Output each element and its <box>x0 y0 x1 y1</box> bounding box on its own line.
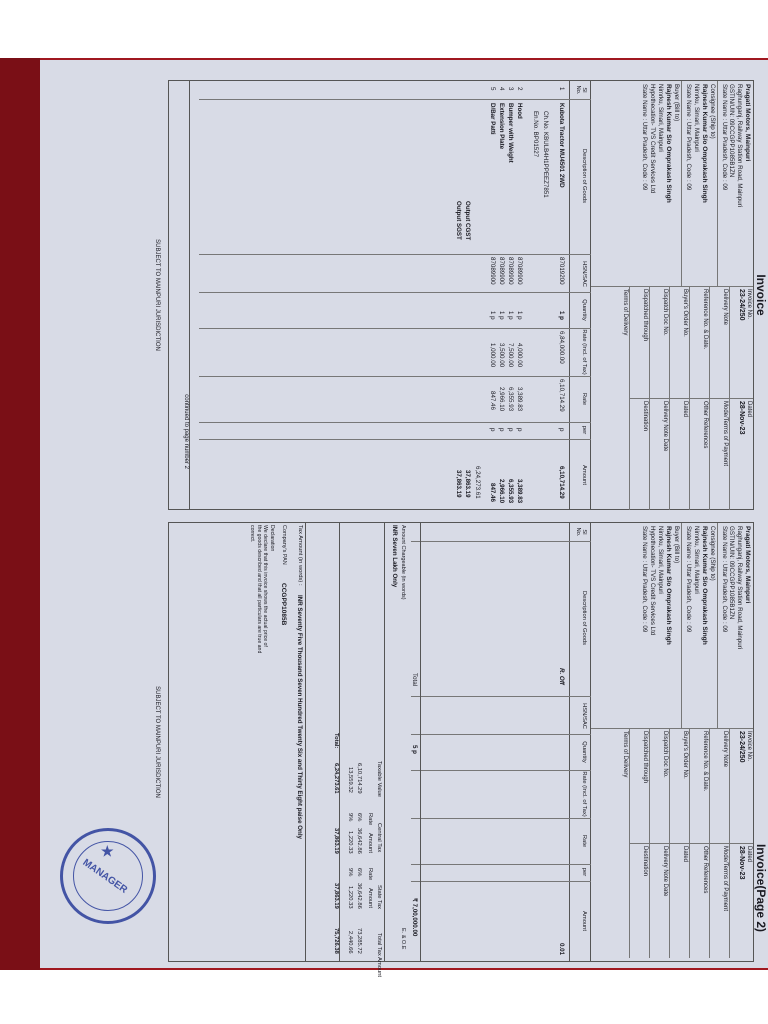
other-references-cell: Other References <box>689 398 709 510</box>
subtotal-row: 6,24,273.61 <box>474 466 481 499</box>
seller-line: GSTIN/UIN: 09CCGPP1085B1ZN <box>728 526 736 620</box>
table-row: 13,559.32 9% 1,220.33 9% 1,220.33 2,440.66 <box>347 767 353 954</box>
header-fields <box>591 286 753 509</box>
col-rate-incl: Rate (Incl. of Tax) <box>581 329 587 375</box>
col-per: per <box>581 867 587 877</box>
buyer-name: Rajnesh Kumar S/o Omprakash Singh <box>664 84 672 203</box>
col-description: Description of Goods <box>581 148 587 204</box>
buyers-order-cell: Buyer's Order No. <box>669 286 689 398</box>
terms-delivery-cell: Terms of Delivery <box>591 286 629 510</box>
tax-table: Taxable Value Central Tax State Tax Total Tax Amount Rate Amount Rate Amount 6,10,714.29 6% 36,642.86 6% 36,642.86 73,285.72 13,559.32 9% 1,220.33 9% 1,220.33 2,440.66 Total: 6,24,273.61 37,863.19 37,863.19 75,726.38 <box>305 523 385 961</box>
invoice-no-cell: Invoice No. 23-24/250 <box>729 728 753 843</box>
invoice-grid <box>168 522 754 978</box>
col-sl: Sl No. <box>575 527 587 537</box>
amount-words-row: Amount Chargeable (in words) E. & O.E <box>400 525 406 950</box>
col-per: per <box>581 425 587 435</box>
items-table-body <box>169 523 571 978</box>
jurisdiction-note: SUBJECT TO MAINPURI JURISDICTION <box>154 686 160 798</box>
col-quantity: Quantity <box>581 299 587 321</box>
destination-cell: Destination <box>629 843 649 958</box>
terms-payment-cell: Mode/Terms of Payment <box>709 398 729 510</box>
jurisdiction-note: SUBJECT TO MAINPURI JURISDICTION <box>154 239 160 351</box>
col-quantity: Quantity <box>581 741 587 763</box>
consignee-label: Consignee (Ship to) <box>708 84 716 139</box>
pan-row: Company's PAN CCGPP1085B <box>280 525 287 626</box>
consignee-line: Nimrku, Simari, Mainpuri <box>693 526 701 594</box>
dispatch-doc-cell: Dispatch Doc No. <box>649 286 669 398</box>
delivery-note-date-cell: Delivery Note Date <box>649 398 669 510</box>
declaration-label: Declaration <box>269 525 275 552</box>
reference-cell: Reference No. & Date. <box>689 286 709 398</box>
col-hsn: HSN/SAC <box>581 703 587 729</box>
seller-line: State Name : Uttar Pradesh, Code : 09 <box>720 84 728 191</box>
invoice-page-1 <box>154 80 768 510</box>
dated-cell: Dated 28-Nov-23 <box>729 398 753 510</box>
items-table-body <box>169 81 571 509</box>
consignee-line: State Name : Uttar Pradesh, Code : 09 <box>685 526 693 633</box>
delivery-note-cell: Delivery Note <box>709 286 729 398</box>
page-title: Invoice <box>754 274 768 316</box>
table-row: Ch.No. KBULB4H1PPEEZ7851 <box>542 111 549 198</box>
invoice-no-cell: Invoice No. 23-24/250 <box>729 286 753 398</box>
seller-name: Pragati Motors, Mainpuri <box>744 84 751 162</box>
delivery-note-date-cell: Delivery Note Date <box>649 843 669 958</box>
tax-words-row: Tax Amount (in words) : INR Seventy Five Thousand Seven Hundred Twenty Six and Thirty Eight paise Only <box>296 525 303 839</box>
seller-line: State Name : Uttar Pradesh, Code : 09 <box>720 526 728 633</box>
invoice-grid <box>168 80 754 510</box>
table-row: 6,10,714.29 6% 36,642.86 6% 36,642.86 73,285.72 <box>356 763 362 954</box>
declaration-text: We declare that this invoice shows the actual price of the goods described and that all particulars are true and correct. <box>249 525 269 654</box>
round-off-row: R. Off 0.01 <box>558 668 565 956</box>
tax-col-central: Central Tax <box>376 823 382 853</box>
seller-name: Pragati Motors, Mainpuri <box>744 526 751 604</box>
header-fields <box>591 728 753 961</box>
buyer-line: Hypothecation- TVS Credit Services Ltd <box>649 526 657 636</box>
tax-col-state: State Tax <box>376 885 382 910</box>
buyer-line: Nimrku, Simari, Mainpuri <box>657 526 665 594</box>
stamp-star-icon: ★ <box>101 843 114 859</box>
table-row: 3 Bumper with Weight 87089900 1 p 7,500.00 6,355.93 p 6,355.93 <box>507 87 514 504</box>
consignee-name: Rajnesh Kumar S/o Omprakash Singh <box>701 526 709 645</box>
table-row: 5 D/Bar Patti 87089900 1 p 1,000.00 847.46 p 847.46 <box>489 87 496 502</box>
declaration-block <box>249 525 275 655</box>
buyer-label: Buyer (Bill to) <box>672 84 680 122</box>
tax-col-total: Total Tax Amount <box>376 933 382 978</box>
total-row: Total 5 p ₹ 7,00,000.00 <box>408 523 421 961</box>
delivery-note-cell: Delivery Note <box>709 728 729 843</box>
consignee-line: State Name : Uttar Pradesh, Code : 09 <box>685 84 693 191</box>
items-table-header <box>569 523 591 961</box>
consignee-line: Nimrku, Simari, Mainpuri <box>693 84 701 152</box>
table-row: 1 Kubota Tractor MU4501 2WD 87019200 1 p 6,84,000.00 6,10,714.29 p 6,10,714.29 <box>558 87 565 499</box>
buyers-order-cell: Buyer's Order No. <box>669 728 689 843</box>
tax-col-taxable: Taxable Value <box>376 761 382 797</box>
dispatched-through-cell: Dispatched through <box>629 286 649 398</box>
seller-block <box>638 81 753 286</box>
cgst-row: Output CGST 37,863.19 <box>464 201 471 498</box>
seller-line: Raghunganj, Railway Station Road, Mainpuri <box>736 526 744 650</box>
stamp-text: MANAGER <box>80 857 130 896</box>
amount-words-value: INR Seven Lakh Only <box>391 525 398 588</box>
dated-cell: Dated 28-Nov-23 <box>729 843 753 958</box>
reference-cell: Reference No. & Date. <box>689 728 709 843</box>
buyer-line: Hypothecation- TVS Credit Services Ltd <box>649 84 657 194</box>
other-references-cell: Other References <box>689 843 709 958</box>
sgst-row: Output SGST 37,863.19 <box>455 201 462 498</box>
table-row: En.No. BP01527 <box>532 111 539 158</box>
col-sl: Sl No. <box>575 85 587 95</box>
col-rate: Rate <box>581 834 587 848</box>
consignee-name: Rajnesh Kumar S/o Omprakash Singh <box>701 84 709 203</box>
table-row: 4 Extension Plate 87089900 1 p 3,500.00 2,966.10 p 2,966.10 <box>498 87 505 504</box>
terms-payment-cell: Mode/Terms of Payment <box>709 843 729 958</box>
dated2-cell: Dated <box>669 398 689 510</box>
table-row: 2 Hood 87089900 1 p 4,000.00 3,389.83 p 3,389.83 <box>516 87 523 504</box>
tax-total-row: Total: 6,24,273.61 37,863.19 37,863.19 75,726.38 <box>330 523 340 961</box>
page-title: Invoice(Page 2) <box>754 843 768 932</box>
destination-cell: Destination <box>629 398 649 510</box>
buyer-name: Rajnesh Kumar S/o Omprakash Singh <box>664 526 672 645</box>
seller-block <box>638 523 753 728</box>
invoice-page-2 <box>154 522 768 978</box>
terms-delivery-cell: Terms of Delivery <box>591 728 629 958</box>
col-rate-incl: Rate (Incl. of Tax) <box>581 771 587 817</box>
continued-note: continued to page number 2 <box>183 81 190 509</box>
col-description: Description of Goods <box>581 590 587 646</box>
buyer-line: Nimrku, Simari, Mainpuri <box>657 84 665 152</box>
col-hsn: HSN/SAC <box>581 261 587 287</box>
col-amount: Amount <box>581 465 587 485</box>
dispatch-doc-cell: Dispatch Doc No. <box>649 728 669 843</box>
company-stamp <box>60 828 156 924</box>
buyer-line: State Name : Uttar Pradesh, Code : 09 <box>641 84 649 191</box>
dispatched-through-cell: Dispatched through <box>629 728 649 843</box>
consignee-label: Consignee (Ship to) <box>708 526 716 581</box>
items-table-header <box>569 81 591 509</box>
rotated-invoice-sheet <box>78 62 768 978</box>
seller-line: Raghunganj, Railway Station Road, Mainpuri <box>736 84 744 208</box>
seller-line: GSTIN/UIN: 09CCGPP1085B1ZN <box>728 84 736 178</box>
dated2-cell: Dated <box>669 843 689 958</box>
col-amount: Amount <box>581 911 587 931</box>
col-rate: Rate <box>581 392 587 406</box>
buyer-line: State Name : Uttar Pradesh, Code : 09 <box>641 526 649 633</box>
buyer-label: Buyer (Bill to) <box>672 526 680 564</box>
